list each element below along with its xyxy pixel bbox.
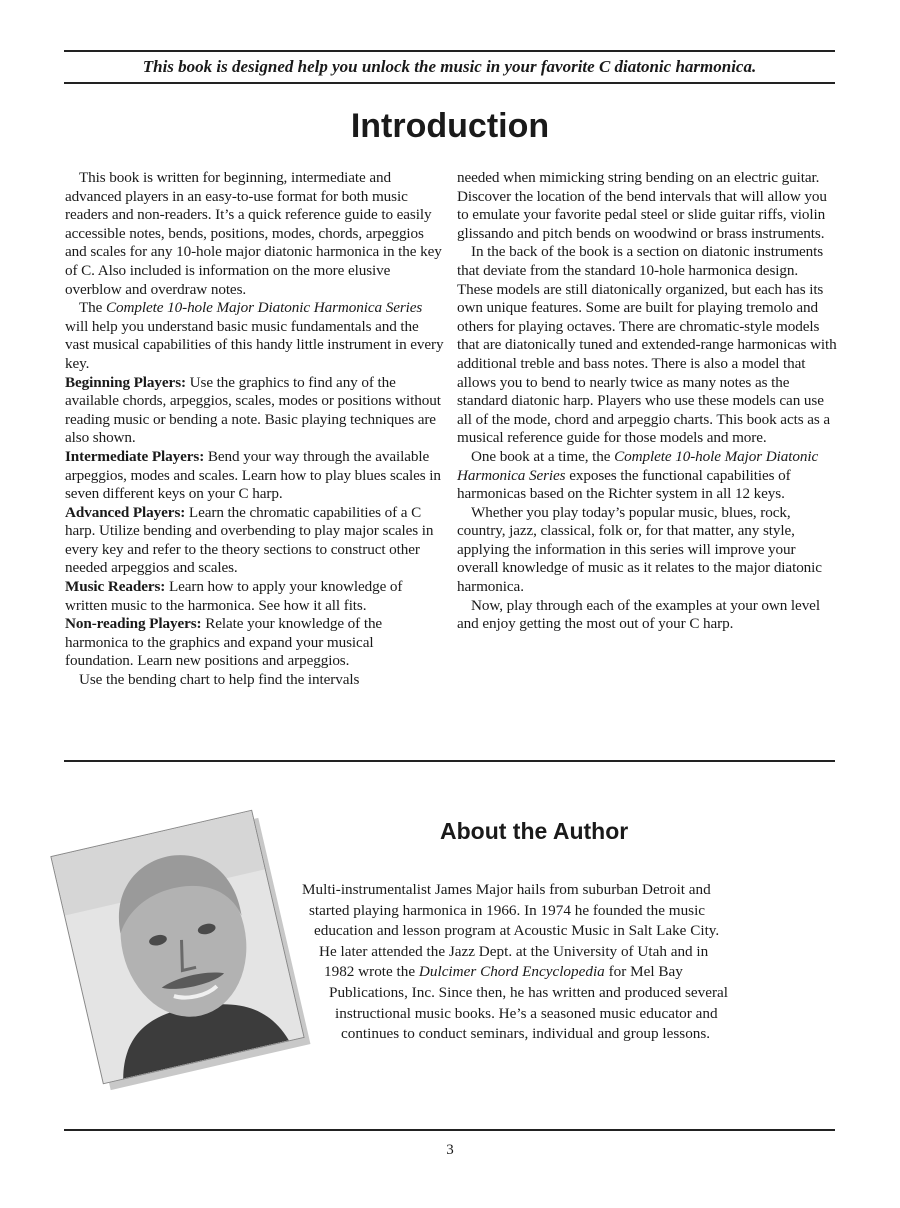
paragraph-advanced: Advanced Players: Learn the chromatic capabilities of a C harp. Utilize bending and overbending to play major scales in every key and refer to the theory sections to construct other needed arpeggios and scales. bbox=[65, 503, 434, 577]
author-portrait-icon bbox=[50, 810, 304, 1085]
book-title: Dulcimer Chord Encyclopedia bbox=[418, 963, 605, 981]
bio-line: continues to conduct seminars, individual and group lessons. bbox=[341, 1025, 711, 1043]
page-number: 3 bbox=[446, 1142, 454, 1158]
paragraph-beginning: Beginning Players: Use the graphics to find any of the available chords, arpeggios, scales, modes or positions without reading music or bending a note. Basic playing techniques are also shown. bbox=[65, 373, 441, 447]
bio-line: 1982 wrote the Dulcimer Chord Encyclopedia for Mel Bay bbox=[324, 963, 683, 981]
banner-rule bbox=[64, 82, 835, 84]
section-title-author: About the Author bbox=[440, 818, 629, 844]
paragraph: Use the bending chart to help find the intervals bbox=[79, 671, 360, 689]
paragraph: needed when mimicking string bending on an electric guitar. Discover the location of the bend intervals that will allow you to emulate your favorite pedal steel or slide guitar riffs, violin glissando and pitch bends on woodwind or brass instruments. bbox=[457, 169, 827, 242]
section-divider bbox=[64, 760, 835, 762]
label-nonreading: Non-reading Players: bbox=[65, 615, 202, 633]
page-title: Introduction bbox=[350, 107, 550, 145]
top-rule bbox=[64, 50, 835, 52]
intro-left-column bbox=[65, 169, 445, 690]
paragraph: Whether you play today’s popular music, blues, rock, country, jazz, classical, folk or, for that matter, any style, applying the information in this series will improve your overall knowledge of music as it relates to the major diatonic harmonica. bbox=[457, 503, 822, 596]
paragraph: The Complete 10-hole Major Diatonic Harmonica Series will help you understand basic music fundamentals and the vast musical capabilities of this handy little instrument in every key. bbox=[65, 299, 444, 372]
paragraph: This book is written for beginning, intermediate and advanced players in an easy-to-use format for both music readers and non-readers. It’s a quick reference guide to easily accessible notes, bends, positions, modes, chords, arpeggios and scales for any 10-hole major diatonic harmonica in the key of C. Also included is information on the more elusive overblow and overdraw notes. bbox=[65, 169, 442, 298]
bio-line: education and lesson program at Acoustic Music in Salt Lake City. bbox=[314, 922, 720, 940]
paragraph: In the back of the book is a section on diatonic instruments that deviate from the standard 10-hole harmonica design. These models are still diatonically organized, but each has its own unique features. Some are built for playing tremolo and others for playing octaves. There are chromatic-style models that are diatonically tuned and extended-range harmonicas with additional treble and bass notes. There is also a model that allows you to bend to nearly twice as many notes as the standard diatonic harp. Players who use these models can use all of the mode, chord and arpeggio charts. This book acts as a musical reference guide for those models and more. bbox=[457, 243, 837, 447]
label-intermediate: Intermediate Players: bbox=[65, 447, 205, 465]
intro-right-column bbox=[457, 169, 837, 634]
paragraph-readers: Music Readers: Learn how to apply your knowledge of written music to the harmonica. See how it all fits. bbox=[65, 578, 403, 614]
author-bio bbox=[296, 880, 816, 1045]
bio-line: instructional music books. He’s a seasoned music educator and bbox=[335, 1004, 718, 1022]
paragraph-intermediate: Intermediate Players: Bend your way through the available arpeggios, modes and scales. Learn how to play blues scales in seven different keys on your C harp. bbox=[65, 447, 441, 503]
series-title: Complete 10-hole Major Diatonic Harmonica Series bbox=[457, 447, 819, 484]
bio-line: started playing harmonica in 1966. In 1974 he founded the music bbox=[309, 901, 706, 919]
bio-line: He later attended the Jazz Dept. at the University of Utah and in bbox=[319, 942, 709, 960]
banner-tagline: This book is designed help you unlock the music in your favorite C diatonic harmonica. bbox=[142, 57, 757, 76]
paragraph-nonreading: Non-reading Players: Relate your knowledge of the harmonica to the graphics and expand your musical foundation. Learn new positions and arpeggios. bbox=[65, 615, 383, 670]
paragraph: One book at a time, the Complete 10-hole Major Diatonic Harmonica Series exposes the functional capabilities of harmonicas based on the Richter system in all 12 keys. bbox=[457, 447, 819, 503]
label-advanced: Advanced Players: bbox=[65, 503, 186, 521]
paragraph: Now, play through each of the examples at your own level and enjoy getting the most out of your C harp. bbox=[457, 596, 820, 633]
bio-line: Multi-instrumentalist James Major hails from suburban Detroit and bbox=[302, 881, 711, 898]
series-title: Complete 10-hole Major Diatonic Harmonica Series bbox=[106, 299, 423, 317]
label-readers: Music Readers: bbox=[65, 578, 166, 596]
label-beginning: Beginning Players: bbox=[65, 373, 186, 391]
bio-line: Publications, Inc. Since then, he has written and produced several bbox=[329, 983, 728, 1001]
footer-rule bbox=[64, 1129, 835, 1131]
